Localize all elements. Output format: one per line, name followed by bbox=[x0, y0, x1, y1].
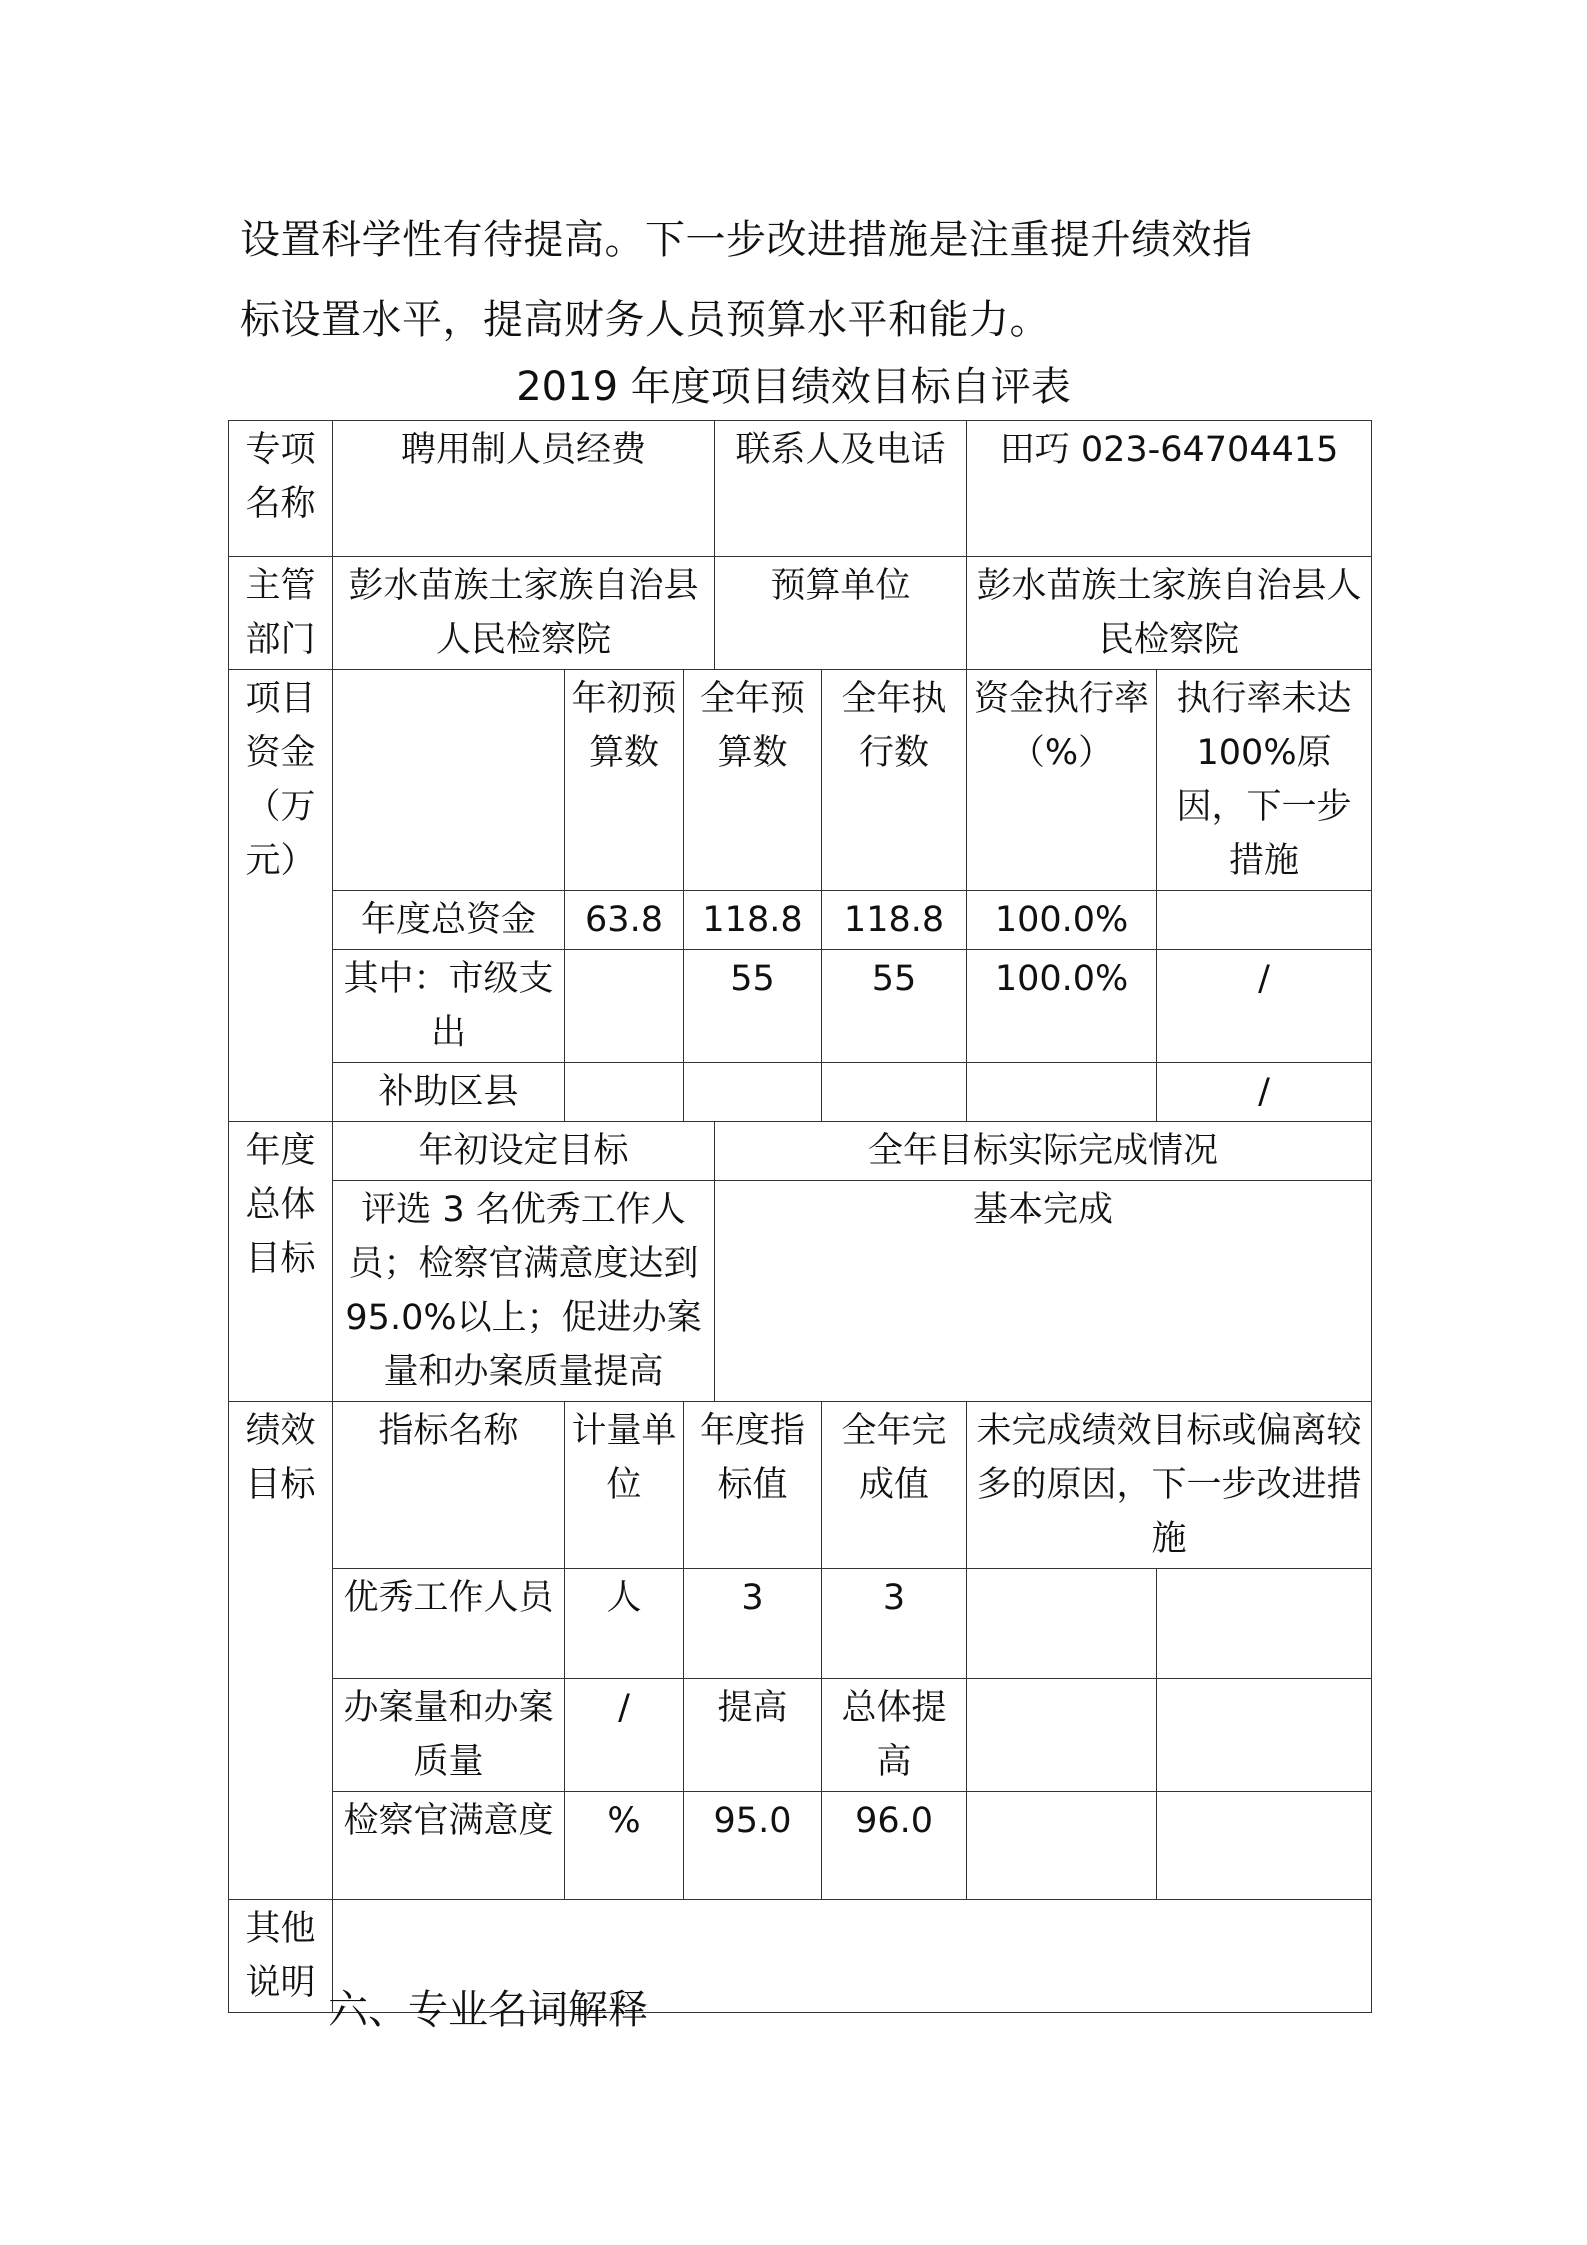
perf-row-name: 办案量和办案质量 bbox=[333, 1679, 565, 1792]
funds-header-blank bbox=[333, 670, 565, 891]
overall-goal-set-header: 年初设定目标 bbox=[333, 1122, 715, 1181]
funds-row-rate: 100.0% bbox=[967, 891, 1157, 950]
intro-line-2: 标设置水平，提高财务人员预算水平和能力。 bbox=[240, 297, 1050, 343]
funds-label: 项目资金（万元） bbox=[229, 670, 333, 1122]
funds-row-reason bbox=[1157, 891, 1372, 950]
funds-row-executed bbox=[822, 1063, 967, 1122]
perf-header-name: 指标名称 bbox=[333, 1402, 565, 1569]
funds-row-executed: 118.8 bbox=[822, 891, 967, 950]
funds-header-reason: 执行率未达 100%原因，下一步措施 bbox=[1157, 670, 1372, 891]
funds-row-initial: 63.8 bbox=[565, 891, 684, 950]
funds-row-annual bbox=[684, 1063, 822, 1122]
perf-row-actual: 总体提高 bbox=[822, 1679, 967, 1792]
funds-row-initial bbox=[565, 1063, 684, 1122]
funds-header-annual: 全年预算数 bbox=[684, 670, 822, 891]
perf-header-unit: 计量单位 bbox=[565, 1402, 684, 1569]
perf-row-name: 优秀工作人员 bbox=[333, 1569, 565, 1679]
perf-row-unit: / bbox=[565, 1679, 684, 1792]
perf-row-note bbox=[1157, 1569, 1372, 1679]
funds-row-reason: / bbox=[1157, 950, 1372, 1063]
budget-unit-label: 预算单位 bbox=[715, 557, 967, 670]
section-heading: 六、专业名词解释 bbox=[328, 1987, 648, 2033]
perf-row-unit: 人 bbox=[565, 1569, 684, 1679]
perf-row-name: 检察官满意度 bbox=[333, 1792, 565, 1900]
funds-row-initial bbox=[565, 950, 684, 1063]
perf-header-target: 年度指标值 bbox=[684, 1402, 822, 1569]
overall-goal-actual-header: 全年目标实际完成情况 bbox=[715, 1122, 1372, 1181]
funds-row-rate bbox=[967, 1063, 1157, 1122]
funds-row-name: 年度总资金 bbox=[333, 891, 565, 950]
perf-row-reason bbox=[967, 1569, 1157, 1679]
project-name-value: 聘用制人员经费 bbox=[333, 421, 715, 557]
funds-header-initial: 年初预算数 bbox=[565, 670, 684, 891]
department-label: 主管部门 bbox=[229, 557, 333, 670]
perf-row-target: 3 bbox=[684, 1569, 822, 1679]
perf-row-unit: % bbox=[565, 1792, 684, 1900]
perf-row-note bbox=[1157, 1679, 1372, 1792]
budget-unit-value: 彭水苗族土家族自治县人民检察院 bbox=[967, 557, 1372, 670]
funds-header-executed: 全年执行数 bbox=[822, 670, 967, 891]
intro-line-1: 设置科学性有待提高。下一步改进措施是注重提升绩效指 bbox=[240, 217, 1253, 263]
overall-goal-set-text: 评选 3 名优秀工作人员；检察官满意度达到 95.0%以上；促进办案量和办案质量提高 bbox=[333, 1181, 715, 1402]
performance-label: 绩效目标 bbox=[229, 1402, 333, 1900]
perf-header-actual: 全年完成值 bbox=[822, 1402, 967, 1569]
funds-row-executed: 55 bbox=[822, 950, 967, 1063]
funds-header-rate: 资金执行率（%） bbox=[967, 670, 1157, 891]
perf-row-actual: 96.0 bbox=[822, 1792, 967, 1900]
department-value: 彭水苗族土家族自治县人民检察院 bbox=[333, 557, 715, 670]
perf-row-note bbox=[1157, 1792, 1372, 1900]
perf-row-reason bbox=[967, 1792, 1157, 1900]
perf-row-actual: 3 bbox=[822, 1569, 967, 1679]
perf-row-target: 95.0 bbox=[684, 1792, 822, 1900]
funds-row-name: 其中：市级支出 bbox=[333, 950, 565, 1063]
funds-row-annual: 55 bbox=[684, 950, 822, 1063]
perf-header-reason: 未完成绩效目标或偏离较多的原因，下一步改进措施 bbox=[967, 1402, 1372, 1569]
perf-row-target: 提高 bbox=[684, 1679, 822, 1792]
funds-row-reason: / bbox=[1157, 1063, 1372, 1122]
funds-row-rate: 100.0% bbox=[967, 950, 1157, 1063]
perf-row-reason bbox=[967, 1679, 1157, 1792]
performance-self-evaluation-table bbox=[228, 420, 1372, 2013]
funds-row-name: 补助区县 bbox=[333, 1063, 565, 1122]
other-notes-label: 其他说明 bbox=[229, 1900, 333, 2013]
overall-goal-actual-text: 基本完成 bbox=[715, 1181, 1372, 1402]
table-title: 2019 年度项目绩效目标自评表 bbox=[516, 364, 1071, 410]
contact-label: 联系人及电话 bbox=[715, 421, 967, 557]
funds-row-annual: 118.8 bbox=[684, 891, 822, 950]
project-name-label: 专项名称 bbox=[229, 421, 333, 557]
overall-goal-label: 年度总体目标 bbox=[229, 1122, 333, 1402]
contact-value: 田巧 023-64704415 bbox=[967, 421, 1372, 557]
